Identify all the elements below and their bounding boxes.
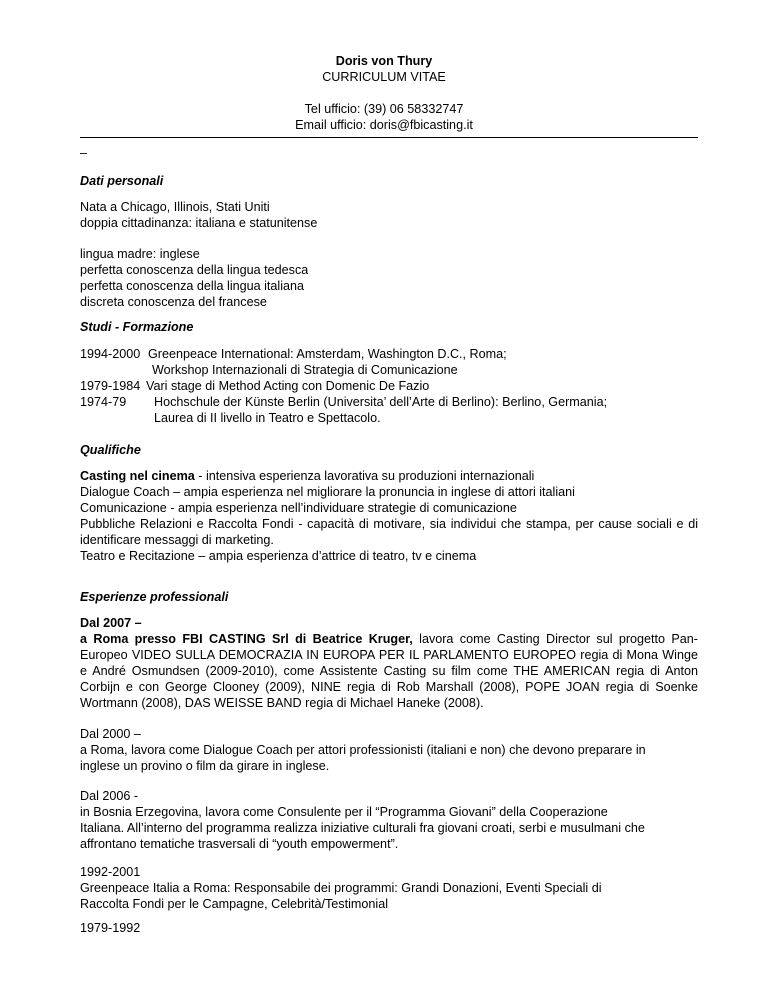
experience-entry — [80, 615, 698, 711]
study-year: 1979-1984 — [80, 379, 141, 393]
experience-desc-text: lavora come Casting Director sul progetto Pan-Europeo VIDEO SULLA DEMOCRAZIA IN EUROPA PER IL PARLAMENTO EUROPEO regia di Mona Winge e André Osmundsen (2009-2010), come Assistente Casting su film come THE AMERICAN regia di Anton Corbijn e con George Clooney (2009), NINE regia di Rob Marshall (2008), POPE JOAN regia di Soenke Wortmann (2008), DAS WEISSE BAND regia di Michael Haneke (2008). — [80, 632, 698, 710]
qualification-casting — [80, 468, 698, 484]
qualification-item: Dialogue Coach – ampia esperienza nel migliorare la pronuncia in inglese di attori italiani — [80, 485, 575, 499]
study-text: Laurea di II livello in Teatro e Spettacolo. — [154, 411, 381, 425]
languages-list — [80, 246, 698, 310]
experience-date: 1992-2001 — [80, 865, 141, 879]
experience-employer: a Roma presso FBI CASTING Srl di Beatrice Kruger, — [80, 632, 413, 646]
section-heading-qualifications: Qualifiche — [80, 443, 141, 457]
study-year: 1994-2000 — [80, 347, 141, 361]
language-item: perfetta conoscenza della lingua tedesca — [80, 263, 309, 277]
citizenship-line: doppia cittadinanza: italiana e statunitense — [80, 216, 318, 230]
header-divider — [80, 137, 698, 138]
study-text: Greenpeace International: Amsterdam, Washington D.C., Roma; — [148, 347, 507, 361]
section-heading-personal: Dati personali — [80, 174, 164, 188]
experience-entry — [80, 726, 698, 774]
personal-info — [80, 199, 698, 231]
experience-line: in Bosnia Erzegovina, lavora come Consulente per il “Programma Giovani” della Cooperazione — [80, 805, 608, 819]
language-item: discreta conoscenza del francese — [80, 295, 267, 309]
study-text: Hochschule der Künste Berlin (Universita’ dell’Arte di Berlino): Berlino, Germania; — [154, 395, 608, 409]
experience-entry — [80, 864, 698, 912]
experience-date: Dal 2006 - — [80, 789, 139, 803]
experience-line: inglese un provino o film da girare in inglese. — [80, 759, 330, 773]
study-text: Workshop Internazionali di Strategia di Comunicazione — [152, 363, 458, 377]
experience-line: affrontano tematiche trasversali di “youth empowerment”. — [80, 837, 399, 851]
experience-date: Dal 2000 – — [80, 727, 141, 741]
qualification-theatre: Teatro e Recitazione – ampia esperienza d’attrice di teatro, tv e cinema — [80, 549, 477, 563]
qualification-item: Comunicazione - ampia esperienza nell’individuare strategie di comunicazione — [80, 501, 517, 515]
language-item: perfetta conoscenza della lingua italiana — [80, 279, 305, 293]
experience-date: 1979-1992 — [80, 921, 141, 935]
section-heading-studies: Studi - Formazione — [80, 320, 194, 334]
office-email: Email ufficio: doris@fbicasting.it — [295, 118, 473, 132]
section-heading-experience: Esperienze professionali — [80, 590, 229, 604]
experience-line: Raccolta Fondi per le Campagne, Celebrità/Testimonial — [80, 897, 388, 911]
qualifications-list — [80, 468, 698, 564]
study-text: Vari stage di Method Acting con Domenic De Fazio — [146, 379, 430, 393]
cv-doc-title: CURRICULUM VITAE — [322, 70, 446, 84]
qualification-pr: Pubbliche Relazioni e Raccolta Fondi - capacità di motivare, sia individui che stampa, per cause sociali e di identificare messaggi di marketing. — [80, 517, 698, 547]
office-phone: Tel ufficio: (39) 06 58332747 — [304, 102, 464, 116]
experience-line: Italiana. All’interno del programma realizza iniziative culturali fra giovani croati, serbi e musulmani che — [80, 821, 645, 835]
qualification-casting-desc: - intensiva esperienza lavorativa su produzioni internazionali — [194, 469, 535, 483]
language-item: lingua madre: inglese — [80, 247, 200, 261]
experience-entry — [80, 788, 698, 852]
birthplace-line: Nata a Chicago, Illinois, Stati Uniti — [80, 200, 270, 214]
header-dash: – — [80, 146, 88, 160]
cv-name: Doris von Thury — [335, 54, 433, 68]
experience-line: Greenpeace Italia a Roma: Responsabile dei programmi: Grandi Donazioni, Eventi Speciali di — [80, 881, 602, 895]
experience-entry — [80, 920, 698, 936]
experience-desc — [80, 631, 698, 711]
study-year: 1974-79 — [80, 395, 127, 409]
experience-date: Dal 2007 – — [80, 616, 142, 630]
experience-line: a Roma, lavora come Dialogue Coach per attori professionisti (italiani e non) che devono preparare in — [80, 743, 646, 757]
qualification-casting-title: Casting nel cinema — [80, 469, 195, 483]
